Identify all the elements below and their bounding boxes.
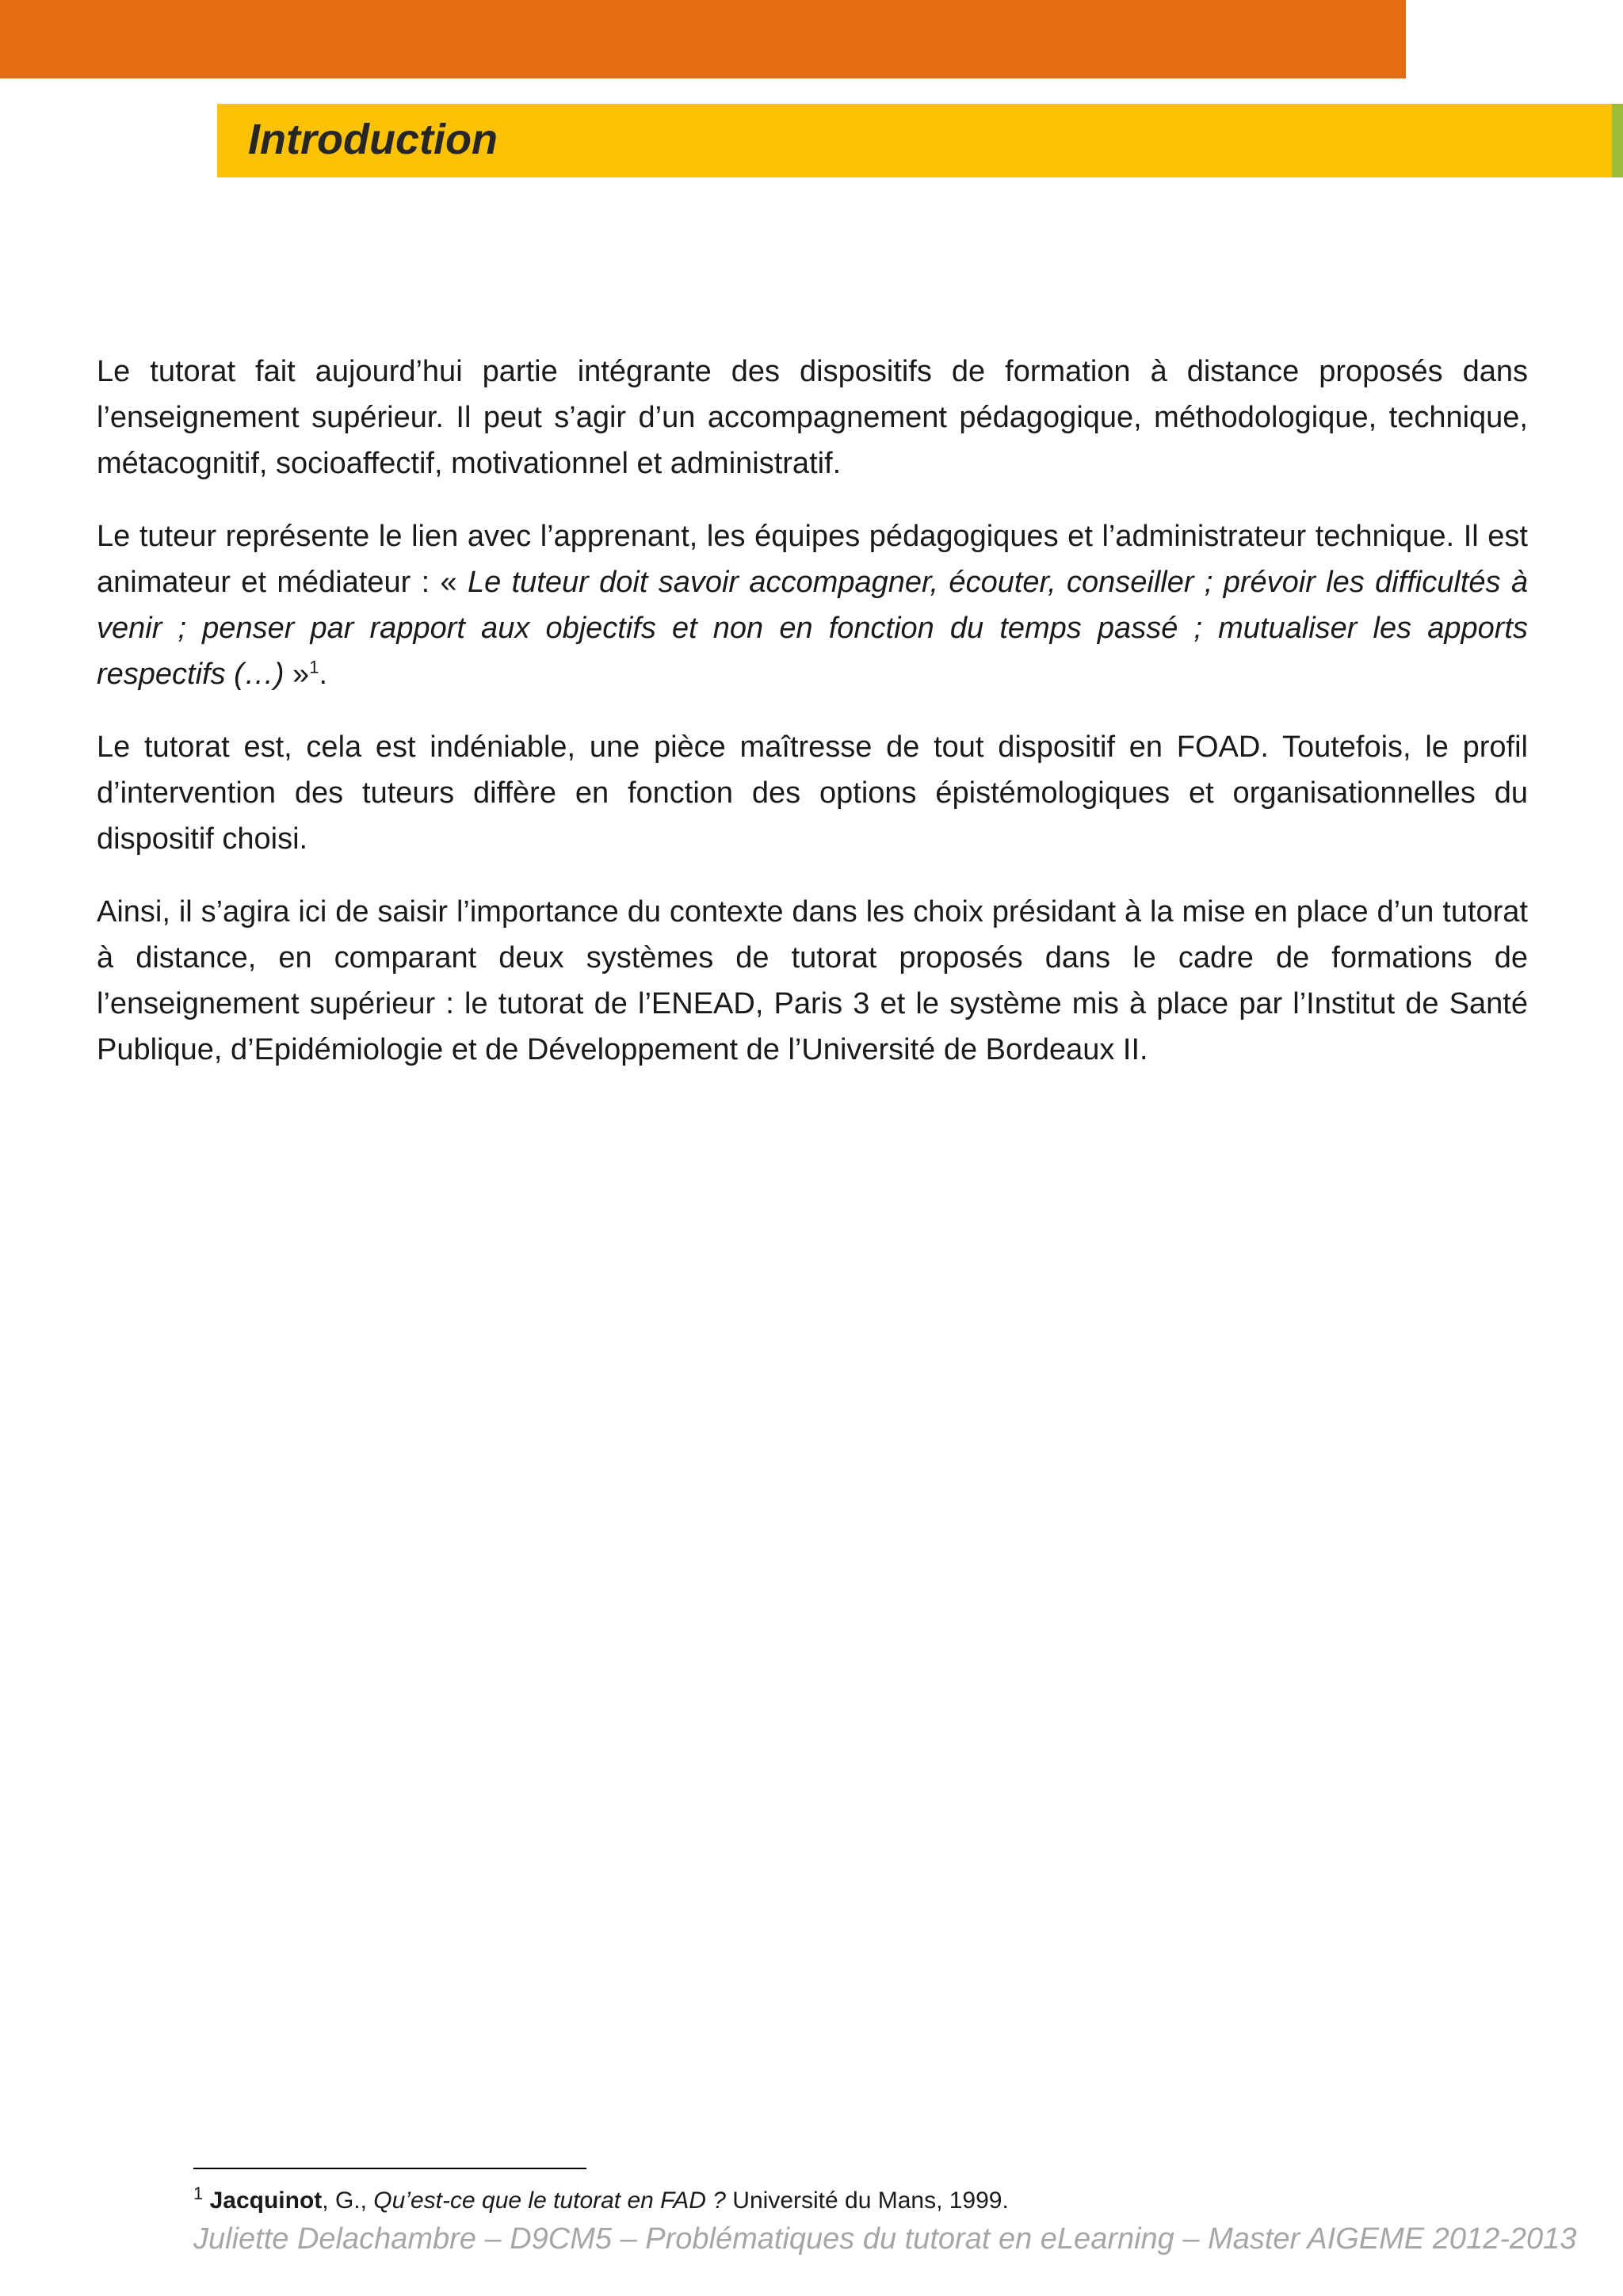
footnote-author: Jacquinot xyxy=(209,2187,323,2214)
quote-close: » xyxy=(284,658,310,691)
page-footer: Juliette Delachambre – D9CM5 – Problématiques du tutorat en eLearning – Master AIGEME 2012-2013 xyxy=(193,2222,1577,2256)
paragraph-2-end: . xyxy=(319,658,327,691)
footnote-publisher: Université du Mans, 1999. xyxy=(725,2187,1009,2214)
top-orange-bar xyxy=(0,0,1406,78)
paragraph-1: Le tutorat fait aujourd’hui partie intégrante des dispositifs de formation à distance proposés dans l’enseignement supérieur. Il peut s’agir d’un accompagnement pédagogique, méthodologique, technique, métacognitif, socioaffectif, motivationnel et administratif. xyxy=(97,355,1528,480)
quote: Le tuteur doit savoir accompagner, écouter, conseiller ; prévoir les difficultés à venir ; penser par rapport aux objectifs et non en fonction du temps passé ; mutualiser les apports respectifs (…) xyxy=(97,566,1528,691)
footnote-number: 1 xyxy=(193,2183,204,2203)
footnote xyxy=(193,2185,1009,2217)
body-text xyxy=(97,349,1528,1100)
heading-accent-bar xyxy=(1612,104,1623,177)
paragraph-2-lead: Le tuteur représente le lien avec l’apprenant, les équipes pédagogiques et l’administrateur technique. Il est animateur et médiateur : « xyxy=(97,520,1528,599)
paragraph-3: Le tutorat est, cela est indéniable, une pièce maîtresse de tout dispositif en FOAD. Toutefois, le profil d’intervention des tuteurs diffère en fonction des options épistémologiques et organisationnelles du dispositif choisi. xyxy=(97,730,1528,856)
page-title: Introduction xyxy=(248,116,498,163)
footnote-title: Qu’est-ce que le tutorat en FAD ? xyxy=(373,2187,726,2214)
paragraph-4: Ainsi, il s’agira ici de saisir l’importance du contexte dans les choix présidant à la mise en place d’un tutorat à distance, en comparant deux systèmes de tutorat proposés dans le cadre de formations de l’enseignement supérieur : le tutorat de l’ENEAD, Paris 3 et le système mis à place par l’Institut de Santé Publique, d’Epidémiologie et de Développement de l’Université de Bordeaux II. xyxy=(97,895,1528,1066)
footnote-separator xyxy=(193,2168,586,2169)
footnote-author-initial: , G., xyxy=(322,2187,374,2214)
footnote-reference[interactable]: 1 xyxy=(309,657,319,677)
paragraph-2 xyxy=(97,513,1528,697)
